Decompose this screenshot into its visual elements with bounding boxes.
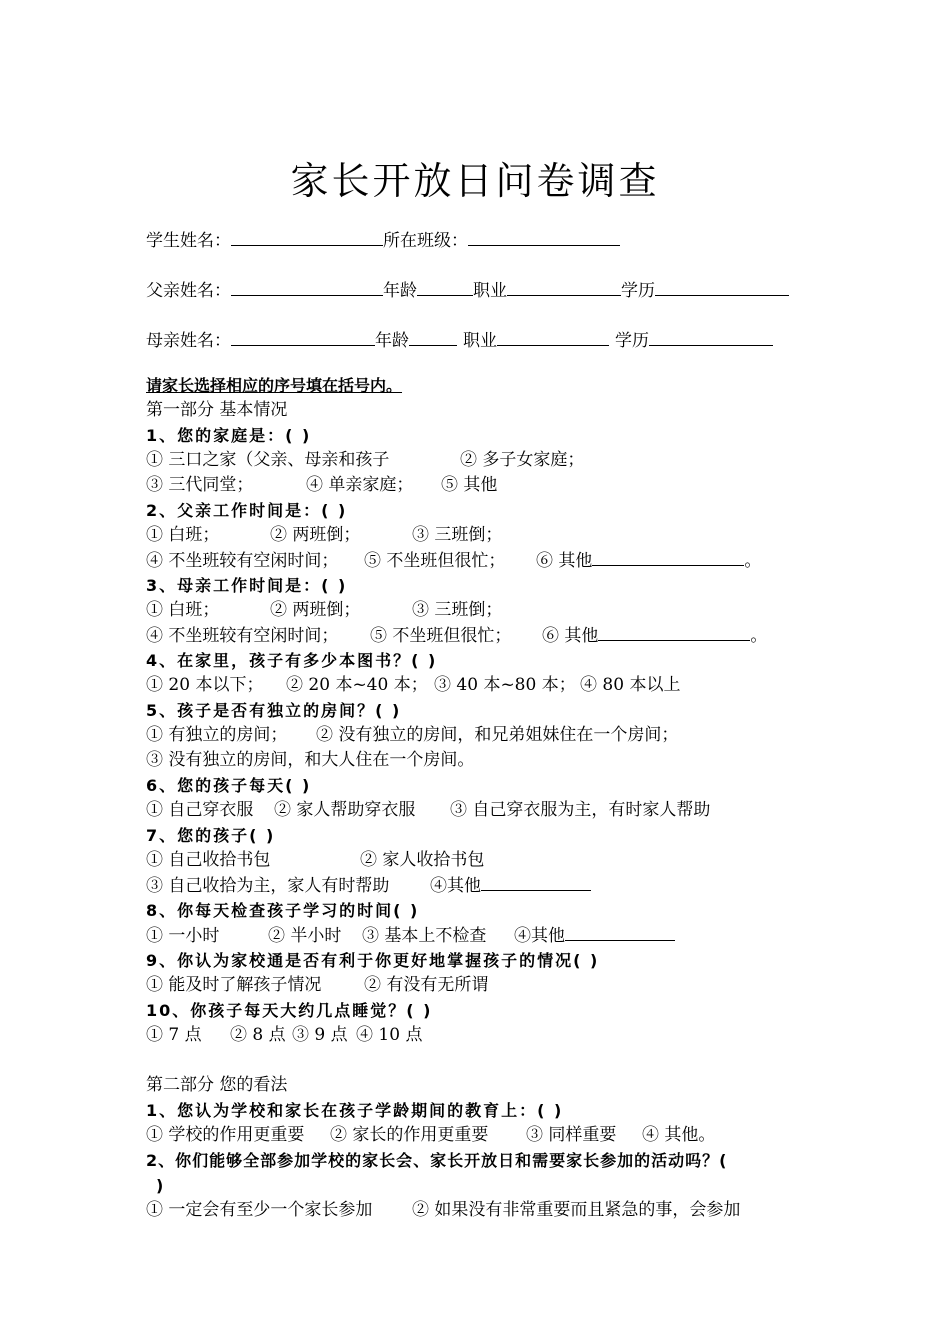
p1-q7-options-1 xyxy=(146,848,846,873)
option[interactable]: ② 家长的作用更重要 xyxy=(330,1125,489,1145)
p1-q5-text: 5、孩子是否有独立的房间？( ) xyxy=(146,701,402,720)
p1-q8-text: 8、你每天检查孩子学习的时间( ) xyxy=(146,901,420,920)
father-education-label: 学历 xyxy=(621,281,655,301)
option[interactable]: ③ 40 本~80 本； xyxy=(434,675,576,695)
p1-q6-text: 6、您的孩子每天( ) xyxy=(146,776,312,795)
other-blank[interactable] xyxy=(565,923,675,941)
option[interactable]: ③ 同样重要 xyxy=(526,1125,617,1145)
option[interactable]: ① 7 点 xyxy=(146,1025,202,1045)
father-name-label: 父亲姓名： xyxy=(146,281,231,301)
option[interactable]: ③ 自己收拾为主，家人有时帮助 xyxy=(146,876,390,896)
p1-q3-options-1 xyxy=(146,598,846,623)
mother-info-row xyxy=(146,326,773,351)
option[interactable]: ① 三口之家（父亲、母亲和孩子 xyxy=(146,450,390,470)
p1-q1-text: 1、您的家庭是：( ) xyxy=(146,426,312,445)
p1-q10-options-1 xyxy=(146,1023,846,1048)
mother-education-label: 学历 xyxy=(615,331,649,351)
part1-heading: 第一部分 基本情况 xyxy=(146,400,288,420)
option[interactable]: ③ 三班倒； xyxy=(412,600,503,620)
p1-q10-text: 10、你孩子每天大约几点睡觉？( ) xyxy=(146,1001,433,1020)
option[interactable]: ⑤ 其他 xyxy=(441,475,498,495)
p1-q2-options-2 xyxy=(146,548,846,573)
option[interactable]: ② 8 点 xyxy=(230,1025,286,1045)
father-info-row xyxy=(146,276,789,301)
section-gap xyxy=(146,1048,846,1073)
option[interactable]: ② 多子女家庭； xyxy=(460,450,585,470)
student-name-field[interactable] xyxy=(231,227,383,246)
p1-q1-options-2 xyxy=(146,473,846,498)
p1-q3-text: 3、母亲工作时间是：( ) xyxy=(146,576,348,595)
p1-q2-text: 2、父亲工作时间是：( ) xyxy=(146,501,348,520)
p2-q2-text: 2、你们能够全部参加学校的家长会、家长开放日和需要家长参加的活动吗？( xyxy=(146,1151,728,1170)
period: 。 xyxy=(744,551,762,571)
option[interactable]: ② 两班倒； xyxy=(270,600,361,620)
mother-job-field[interactable] xyxy=(497,327,609,346)
mother-name-label: 母亲姓名： xyxy=(146,331,231,351)
p1-q7-text: 7、您的孩子( ) xyxy=(146,826,276,845)
option[interactable]: ① 有独立的房间； xyxy=(146,725,288,745)
option[interactable]: ② 家人收拾书包 xyxy=(360,850,485,870)
class-name-field[interactable] xyxy=(468,227,620,246)
p1-q8-options-1 xyxy=(146,923,846,948)
p1-q5-options-2 xyxy=(146,748,846,773)
mother-job-label: 职业 xyxy=(463,331,497,351)
father-job-label: 职业 xyxy=(473,281,507,301)
option[interactable]: ① 一定会有至少一个家长参加 xyxy=(146,1200,373,1220)
father-age-field[interactable] xyxy=(417,277,473,296)
option[interactable]: ① 一小时 xyxy=(146,926,220,946)
option[interactable]: ③ 三代同堂； xyxy=(146,475,254,495)
option[interactable]: ③ 9 点 xyxy=(292,1025,348,1045)
father-job-field[interactable] xyxy=(507,277,621,296)
p1-q4-text: 4、在家里，孩子有多少本图书？( ) xyxy=(146,651,438,670)
p1-q2-options-1 xyxy=(146,523,846,548)
option[interactable]: ④ 单亲家庭； xyxy=(306,475,414,495)
student-info-row xyxy=(146,226,620,251)
father-name-field[interactable] xyxy=(231,277,383,296)
option[interactable]: ① 自己穿衣服 xyxy=(146,800,254,820)
option[interactable]: ⑥ 其他 xyxy=(536,551,593,571)
option[interactable]: ① 能及时了解孩子情况 xyxy=(146,975,322,995)
option[interactable]: ② 有没有无所谓 xyxy=(364,975,489,995)
mother-age-field[interactable] xyxy=(409,327,457,346)
p2-q1-text: 1、您认为学校和家长在孩子学龄期间的教育上：( ) xyxy=(146,1101,564,1120)
p1-q4-options-1 xyxy=(146,673,846,698)
option[interactable]: ④ 不坐班较有空闲时间； xyxy=(146,626,339,646)
option[interactable]: ⑤ 不坐班但很忙； xyxy=(370,626,512,646)
option[interactable]: ③ 三班倒； xyxy=(412,525,503,545)
option[interactable]: ② 家人帮助穿衣服 xyxy=(274,800,416,820)
option[interactable]: ④ 80 本以上 xyxy=(580,675,681,695)
option[interactable]: ② 没有独立的房间，和兄弟姐妹住在一个房间； xyxy=(316,725,679,745)
option[interactable]: ⑥ 其他 xyxy=(542,626,599,646)
other-blank[interactable] xyxy=(598,623,750,641)
option[interactable]: ③ 基本上不检查 xyxy=(362,926,487,946)
mother-education-field[interactable] xyxy=(649,327,773,346)
mother-name-field[interactable] xyxy=(231,327,375,346)
page-title: 家长开放日问卷调查 xyxy=(290,159,660,203)
period: 。 xyxy=(750,626,768,646)
p1-q1-options-1 xyxy=(146,448,846,473)
p2-q1-options-1 xyxy=(146,1123,846,1148)
father-age-label: 年龄 xyxy=(383,281,417,301)
p2-q2-text-cont: ) xyxy=(156,1176,166,1195)
p1-q9-text: 9、你认为家校通是否有利于你更好地掌握孩子的情况( ) xyxy=(146,951,600,970)
option[interactable]: ② 半小时 xyxy=(268,926,342,946)
p1-q9-options-1 xyxy=(146,973,846,998)
option[interactable]: ④其他 xyxy=(514,926,565,946)
mother-age-label: 年龄 xyxy=(375,331,409,351)
p2-q2-options-1 xyxy=(146,1198,846,1223)
part2-heading: 第二部分 您的看法 xyxy=(146,1075,288,1095)
option[interactable]: ② 如果没有非常重要而且紧急的事，会参加 xyxy=(412,1200,741,1220)
option[interactable]: ⑤ 不坐班但很忙； xyxy=(364,551,506,571)
option[interactable]: ③ 没有独立的房间，和大人住在一个房间。 xyxy=(146,750,475,770)
instruction-text: 请家长选择相应的序号填在括号内。 xyxy=(146,376,403,395)
father-education-field[interactable] xyxy=(655,277,789,296)
option[interactable]: ④ 其他。 xyxy=(642,1125,716,1145)
option[interactable]: ① 自己收拾书包 xyxy=(146,850,271,870)
option[interactable]: ① 白班； xyxy=(146,525,220,545)
other-blank[interactable] xyxy=(592,548,744,566)
option[interactable]: ④ 10 点 xyxy=(356,1025,423,1045)
option[interactable]: ② 20 本~40 本； xyxy=(286,675,428,695)
p1-q3-options-2 xyxy=(146,623,846,648)
option[interactable]: ① 白班； xyxy=(146,600,220,620)
class-name-label: 所在班级： xyxy=(383,231,468,251)
option[interactable]: ③ 自己穿衣服为主，有时家人帮助 xyxy=(450,800,711,820)
questionnaire-body xyxy=(146,373,846,1223)
option[interactable]: ④其他 xyxy=(430,876,481,896)
option[interactable]: ② 两班倒； xyxy=(270,525,361,545)
p1-q6-options-1 xyxy=(146,798,846,823)
other-blank[interactable] xyxy=(481,873,591,891)
student-name-label: 学生姓名： xyxy=(146,231,231,251)
option[interactable]: ① 20 本以下； xyxy=(146,675,264,695)
p1-q7-options-2 xyxy=(146,873,846,898)
option[interactable]: ① 学校的作用更重要 xyxy=(146,1125,305,1145)
p1-q5-options-1 xyxy=(146,723,846,748)
option[interactable]: ④ 不坐班较有空闲时间； xyxy=(146,551,339,571)
